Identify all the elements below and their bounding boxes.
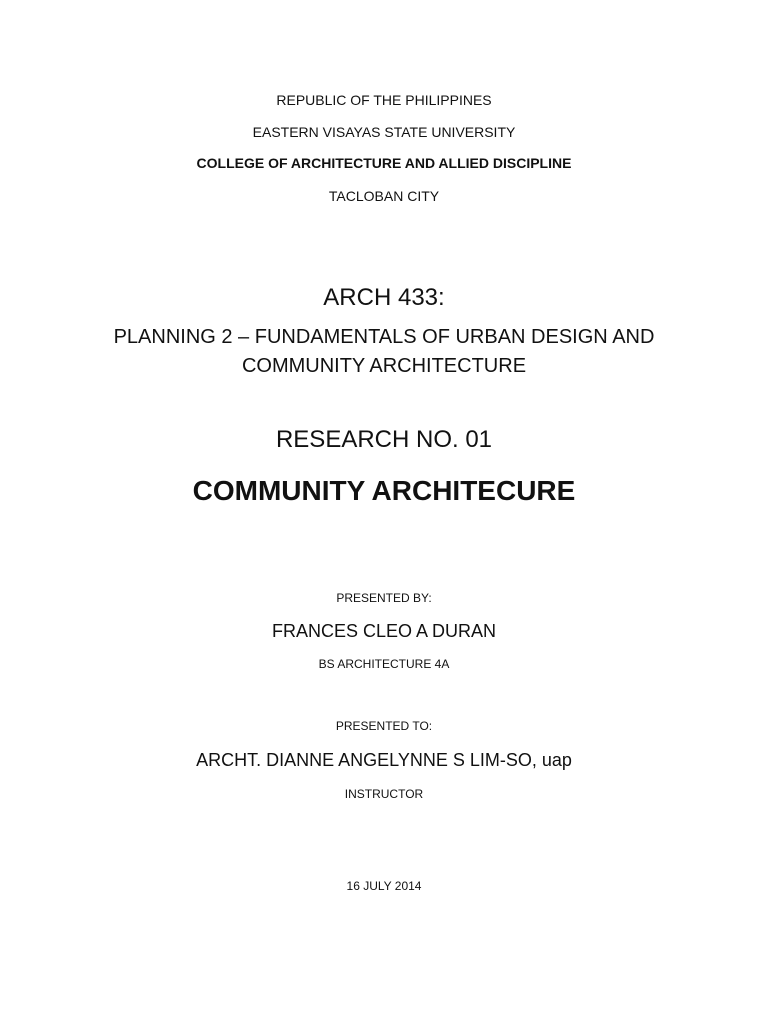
research-number: RESEARCH NO. 01	[275, 426, 493, 453]
recipient-name: ARCHT. DIANNE ANGELYNNE S LIM-SO, uap	[196, 750, 572, 770]
presented-to-label: PRESENTED TO:	[335, 719, 433, 733]
university-line: EASTERN VISAYAS STATE UNIVERSITY	[252, 124, 516, 140]
course-code: ARCH 433:	[323, 284, 445, 311]
course-title-line-1: PLANNING 2 – FUNDAMENTALS OF URBAN DESIGN AND	[113, 326, 655, 348]
recipient-role: INSTRUCTOR	[344, 787, 424, 801]
republic-line: REPUBLIC OF THE PHILIPPINES	[276, 92, 492, 108]
research-title: COMMUNITY ARCHITECURE	[192, 475, 576, 506]
document-date: 16 JULY 2014	[346, 879, 422, 893]
city-line: TACLOBAN CITY	[328, 188, 440, 204]
college-line: COLLEGE OF ARCHITECTURE AND ALLIED DISCIPLINE	[196, 155, 572, 171]
presented-by-label: PRESENTED BY:	[336, 591, 432, 605]
course-title-line-2: COMMUNITY ARCHITECTURE	[241, 355, 527, 377]
presenter-name: FRANCES CLEO A DURAN	[271, 621, 497, 641]
presenter-program: BS ARCHITECTURE 4A	[318, 657, 450, 671]
